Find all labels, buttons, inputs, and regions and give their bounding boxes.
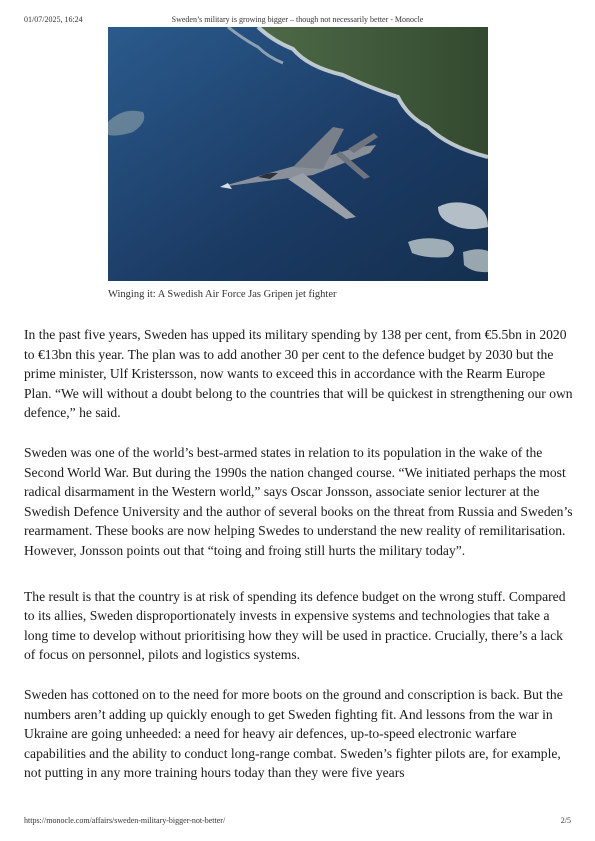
hero-image — [108, 27, 488, 281]
print-datetime: 01/07/2025, 16:24 — [24, 15, 83, 24]
image-caption: Winging it: A Swedish Air Force Jas Gripen jet fighter — [108, 289, 337, 300]
article-paragraph: Sweden was one of the world’s best-armed states in relation to its population in the wake of the Second World War. But during the 1990s the nation changed course. “We initiated perhaps the most radical disarmament in the Western world,” says Oscar Jonsson, associate senior lecturer at the Swedish Defence University and the author of several books on the threat from Russia and Sweden’s rearmament. These books are now helping Swedes to understand the new reality of remilitarisation. However, Jonsson points out that “toing and froing still hurts the military today”. — [24, 444, 573, 558]
jet-over-coast-illustration — [108, 27, 488, 281]
print-page-title: Sweden’s military is growing bigger – though not necessarily better - Monocle — [171, 15, 424, 24]
print-header — [24, 14, 571, 26]
print-footer — [24, 815, 571, 827]
article-paragraph: In the past five years, Sweden has upped its military spending by 138 per cent, from €5.5bn in 2020 to €13bn this year. The plan was to add another 30 per cent to the defence budget by 2030 but the prime minister, Ulf Kristersson, now wants to exceed this in accordance with the Rearm Europe Plan. “We will without a doubt belong to the countries that will be quickest in strengthening our own defence,” he said. — [24, 327, 573, 421]
article-paragraph: The result is that the country is at risk of spending its defence budget on the wrong stuff. Compared to its allies, Sweden disproportionately invests in expensive systems and technologies that take a long time to develop without prioritising how they will be used in practice. Crucially, there’s a lack of focus on personnel, pilots and logistics systems. — [24, 588, 566, 663]
page-url: https://monocle.com/affairs/sweden-military-bigger-not-better/ — [24, 816, 226, 825]
page-indicator: 2/5 — [560, 816, 571, 825]
article-body — [24, 325, 574, 803]
article-paragraph: Sweden has cottoned on to the need for more boots on the ground and conscription is back. But the numbers aren’t adding up quickly enough to get Sweden fighting fit. And lessons from the war in Ukraine are going unheeded: a need for heavy air defences, up-to-speed electronic warfare capabilities and the ability to conduct long-range combat. Sweden’s fighter pilots are, for example, not putting in any more training hours today than they were five years — [24, 686, 563, 781]
